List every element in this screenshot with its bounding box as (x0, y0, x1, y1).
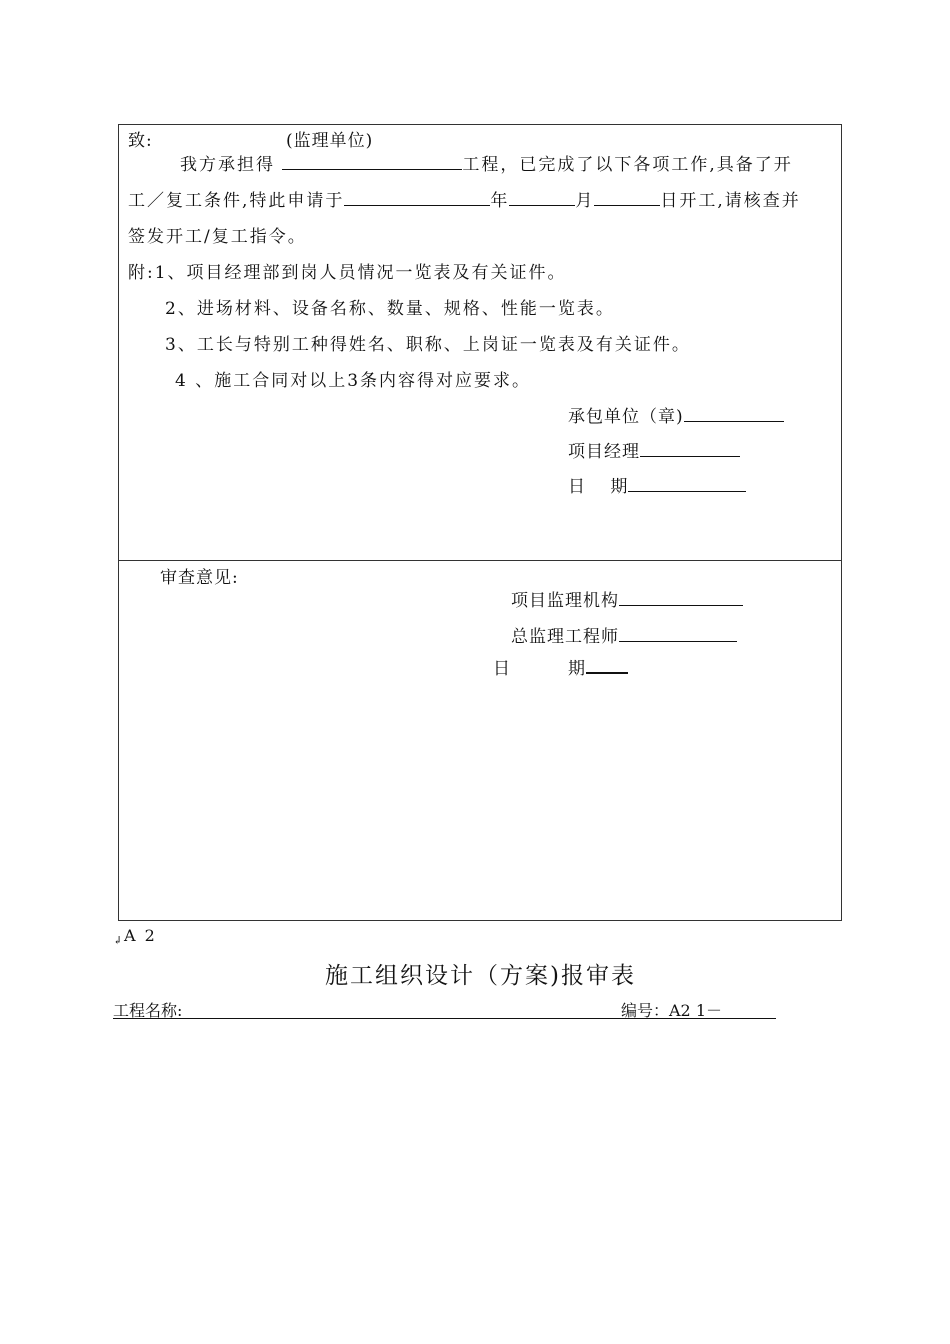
contractor-label: 承包单位（章) (568, 407, 684, 427)
request-line-1-pre: 我方承担得 (180, 155, 275, 175)
contractor-blank[interactable] (684, 405, 784, 422)
application-date-blank[interactable] (628, 475, 746, 492)
chief-engineer-signature (511, 622, 737, 647)
year-blank[interactable] (344, 189, 490, 206)
attachment-item-3: 3、工长与特别工种得姓名、职称、上岗证一览表及有关证件。 (165, 335, 691, 355)
application-date-label: 日 期 (568, 477, 629, 497)
request-line-3: 签发开工/复工指令。 (128, 227, 307, 247)
form-marker: A 2 (124, 926, 157, 945)
project-name-field[interactable] (113, 998, 621, 1019)
review-date-day-label: 日 (493, 659, 511, 679)
review-date (568, 654, 628, 679)
review-opinion-label: 审查意见: (160, 568, 239, 588)
supervision-org-signature (511, 586, 743, 611)
review-date-label: 期 (568, 659, 586, 679)
request-line-1-post: 工程，已完成了以下各项工作,具备了开 (462, 155, 793, 175)
month-blank[interactable] (509, 189, 575, 206)
supervisor-unit-label: (监理单位) (286, 131, 374, 151)
request-line-2 (128, 186, 801, 211)
attachment-item-2: 2、进场材料、设备名称、数量、规格、性能一览表。 (165, 299, 615, 319)
project-name-label: 工程名称: (113, 1001, 183, 1020)
request-line-2-pre: 工／复工条件,特此申请于 (128, 191, 345, 211)
form-number-field[interactable] (621, 998, 776, 1019)
project-name-blank[interactable] (282, 153, 462, 170)
review-section-divider (118, 560, 842, 561)
paragraph-mark-icon: ↲ (113, 934, 123, 947)
project-manager-label: 项目经理 (568, 442, 640, 462)
chief-engineer-label: 总监理工程师 (511, 627, 619, 647)
request-line-1 (180, 150, 793, 175)
chief-engineer-blank[interactable] (619, 625, 737, 642)
day-blank[interactable] (594, 189, 660, 206)
project-manager-signature (568, 437, 740, 462)
month-label: 月 (575, 191, 595, 211)
supervision-org-label: 项目监理机构 (511, 591, 619, 611)
project-manager-blank[interactable] (640, 440, 740, 457)
form-title: 施工组织设计（方案)报审表 (325, 963, 636, 989)
review-date-blank[interactable] (586, 656, 628, 674)
supervision-org-blank[interactable] (619, 589, 743, 606)
attachment-item-1: 附:1、项目经理部到岗人员情况一览表及有关证件。 (128, 263, 567, 283)
application-date (568, 472, 746, 497)
day-label: 日开工,请核查并 (660, 191, 801, 211)
contractor-signature (568, 402, 784, 427)
form-number-label: 编号：A2 1－ (621, 1001, 723, 1020)
year-label: 年 (490, 191, 510, 211)
attachment-item-4: 4 、施工合同对以上3条内容得对应要求。 (175, 371, 532, 391)
addressee-label: 致: (128, 131, 153, 151)
